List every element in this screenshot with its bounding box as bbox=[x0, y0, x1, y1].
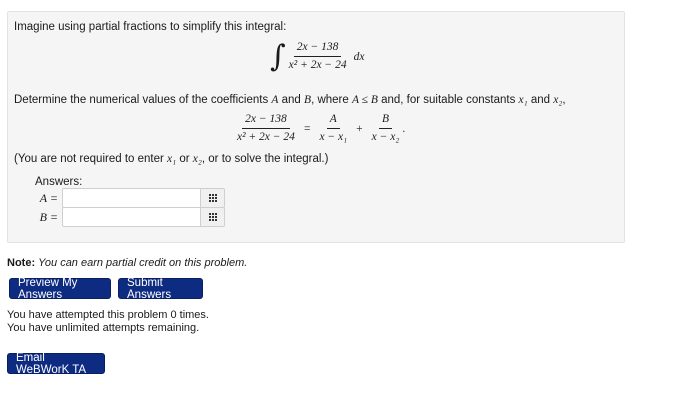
lhs-denominator: x² + 2x − 24 bbox=[237, 131, 295, 143]
term2-numerator: B bbox=[379, 113, 392, 129]
answer-input-a[interactable] bbox=[62, 188, 201, 208]
lhs-fraction bbox=[234, 113, 298, 144]
not-required-text bbox=[14, 153, 328, 165]
partial-fraction-equation bbox=[234, 113, 405, 144]
math-editor-button-b[interactable] bbox=[201, 207, 225, 227]
partial-credit-note bbox=[7, 257, 247, 269]
lhs-numerator: 2x − 138 bbox=[242, 113, 290, 129]
attempts-count-text: You have attempted this problem 0 times. bbox=[7, 309, 209, 321]
determine-prefix: Determine the numerical values of the coefficients bbox=[14, 94, 269, 106]
integral-expression bbox=[270, 38, 365, 74]
note-label: Note: bbox=[7, 257, 36, 269]
email-ta-button[interactable]: Email WeBWorK TA bbox=[7, 353, 105, 374]
determine-text bbox=[14, 94, 566, 106]
answer-row-b bbox=[34, 207, 225, 227]
plus-sign: + bbox=[356, 122, 363, 135]
answer-label-b: B = bbox=[39, 209, 58, 224]
term1-denominator: x − x₁ bbox=[319, 131, 348, 143]
term1-fraction bbox=[316, 113, 350, 144]
problem-panel bbox=[7, 11, 625, 243]
keypad-grid-icon bbox=[209, 213, 217, 221]
term2-denominator: x − x₂ bbox=[371, 131, 400, 143]
condition-expression: A ≤ B bbox=[351, 94, 378, 106]
integral-sign: ∫ bbox=[270, 38, 286, 74]
answer-label-a: A = bbox=[39, 190, 58, 205]
not-required-or: or bbox=[179, 153, 190, 165]
not-required-x1: x₁ bbox=[167, 153, 177, 165]
integral-fraction bbox=[286, 41, 350, 72]
not-required-prefix: (You are not required to enter bbox=[14, 153, 164, 165]
term2-fraction bbox=[369, 113, 406, 144]
x2-symbol: x₂ bbox=[553, 94, 563, 106]
integral-denominator: x² + 2x − 24 bbox=[288, 59, 347, 71]
answer-input-b[interactable] bbox=[62, 207, 201, 227]
answers-heading: Answers: bbox=[35, 176, 83, 188]
not-required-suffix: , or to solve the integral.) bbox=[201, 153, 329, 165]
problem-intro: Imagine using partial fractions to simplify this integral: bbox=[14, 21, 287, 33]
x1-symbol: x₁ bbox=[518, 94, 528, 106]
integral-numerator: 2x − 138 bbox=[294, 41, 342, 57]
determine-mid: and, for suitable constants bbox=[381, 94, 516, 106]
equals-sign: = bbox=[303, 122, 311, 135]
note-text: You can earn partial credit on this problem. bbox=[38, 257, 248, 269]
math-editor-button-a[interactable] bbox=[201, 188, 225, 208]
coef-a-symbol: A bbox=[271, 94, 279, 106]
attempts-remaining-text: You have unlimited attempts remaining. bbox=[7, 322, 200, 334]
preview-answers-button[interactable]: Preview My Answers bbox=[9, 278, 111, 299]
determine-end: , bbox=[562, 94, 566, 106]
term1-numerator: A bbox=[327, 113, 340, 129]
not-required-x2: x₂ bbox=[192, 153, 202, 165]
coef-b-symbol: B bbox=[304, 94, 312, 106]
answer-row-a bbox=[34, 188, 225, 208]
submit-answers-button[interactable]: Submit Answers bbox=[118, 278, 203, 299]
determine-and: and bbox=[281, 94, 301, 106]
determine-where: , where bbox=[311, 94, 349, 106]
equation-period: . bbox=[402, 122, 406, 135]
determine-and-2: and bbox=[530, 94, 551, 106]
integral-differential: dx bbox=[353, 50, 365, 63]
keypad-grid-icon bbox=[209, 194, 217, 202]
